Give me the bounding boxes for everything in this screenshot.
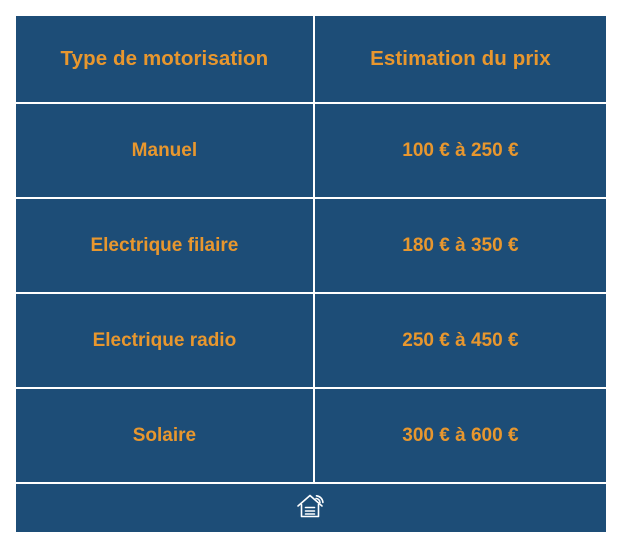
table-row (15, 388, 607, 483)
cell-price: 100 € à 250 € (314, 103, 607, 198)
column-header-price: Estimation du prix (314, 15, 607, 103)
cell-type: Manuel (15, 103, 314, 198)
table-row (15, 198, 607, 293)
cell-price: 300 € à 600 € (314, 388, 607, 483)
cell-type: Electrique radio (15, 293, 314, 388)
table-row (15, 103, 607, 198)
price-table-container (14, 14, 608, 492)
footer-logo-cell (15, 483, 607, 533)
cell-type: Solaire (15, 388, 314, 483)
column-header-type: Type de motorisation (15, 15, 314, 103)
price-table (14, 14, 608, 534)
cell-price: 250 € à 450 € (314, 293, 607, 388)
table-header-row (15, 15, 607, 103)
table-row (15, 293, 607, 388)
table-footer-row (15, 483, 607, 533)
cell-type: Electrique filaire (15, 198, 314, 293)
cell-price: 180 € à 350 € (314, 198, 607, 293)
